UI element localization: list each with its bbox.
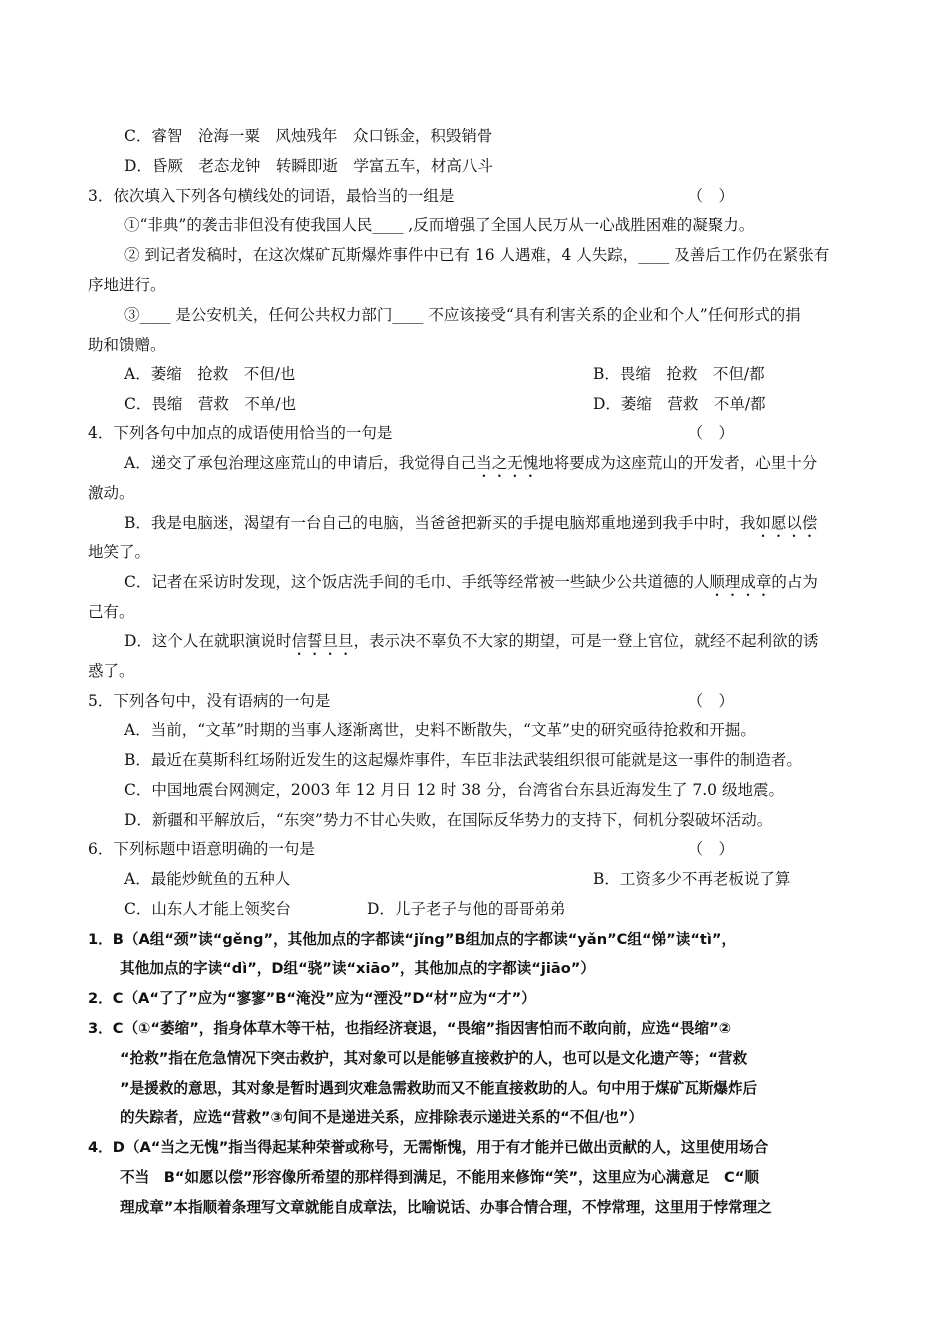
answer-1-cont: 其他加点的字读“dì”，D组“骁”读“xiāo”，其他加点的字都读“jiāo”） (120, 960, 595, 977)
q5-option-c: C．中国地震台网测定，2003 年 12 月日 12 时 38 分，台湾省台东县近海发生了 7.0 级地震。 (124, 781, 784, 799)
q4-option-a (124, 452, 864, 481)
answer-3-cont-3: 的失踪者，应选“营救”③句间不是递进关系，应排除表示递进关系的“不但/也”） (120, 1109, 644, 1126)
question-stem: 5．下列各句中，没有语病的一句是 (88, 692, 331, 710)
q5-option-d: D．新疆和平解放后，“东突”势力不甘心失败，在国际反华势力的支持下，伺机分裂破坏活动。 (124, 811, 773, 829)
q2-option-c: C．睿智 沧海一粟 风烛残年 众口铄金，积毁销骨 (124, 127, 493, 145)
q3-options-row-1 (124, 363, 864, 385)
question-3 (88, 185, 864, 207)
q4-option-d-cont: 惑了。 (88, 662, 135, 680)
answer-3: 3．C（①“萎缩”，指身体草木等干枯，也指经济衰退，“畏缩”指因害怕而不敢向前，应选“畏缩”② (88, 1020, 732, 1037)
text: C．记者在采访时发现，这个饭店洗手间的毛巾、手纸等经常被一些缺少公共道德的人 (124, 573, 710, 591)
text: A．递交了承包治理这座荒山的申请后，我觉得自己 (124, 454, 477, 472)
q4-option-d (124, 630, 864, 659)
dotted-idiom: 如愿以偿 (755, 514, 818, 532)
q5-option-b: B．最近在莫斯科红场附近发生的这起爆炸事件，车臣非法武装组织很可能就是这一事件的制造者。 (124, 751, 802, 769)
answer-4: 4．D（A“当之无愧”指当得起某种荣誉或称号，无需惭愧，用于有才能并已做出贡献的人，这里使用场合 (88, 1139, 769, 1156)
text: D．这个人在就职演说时 (124, 632, 292, 650)
question-6 (88, 838, 864, 860)
question-4 (88, 422, 864, 444)
option-b: B．畏缩 抢救 不但/都 (593, 365, 765, 383)
answer-1: 1．B（A组“颈”读“gěng”，其他加点的字都读“jǐng”B组加点的字都读“yǎn”C组“悌”读“tì”， (88, 931, 737, 948)
option-c: C．畏缩 营救 不单/也 (124, 395, 297, 413)
answer-paren: （ ） (687, 424, 734, 442)
text: B．我是电脑迷，渴望有一台自己的电脑，当爸爸把新买的手提电脑郑重地递到我手中时，我 (124, 514, 756, 532)
option-c: C．山东人才能上领奖台 (124, 900, 291, 918)
question-stem: 6．下列标题中语意明确的一句是 (88, 840, 315, 858)
answer-3-cont-1: “抢救”指在危急情况下突击救护，其对象可以是能够直接救护的人，也可以是文化遗产等；“营救 (120, 1050, 748, 1067)
answer-4-cont-2: 理成章”本指顺着条理写文章就能自成章法，比喻说话、办事合情合理，不悖常理，这里用于悖常理之 (120, 1199, 772, 1216)
answer-paren: （ ） (687, 692, 734, 710)
option-a: A．最能炒鱿鱼的五种人 (124, 870, 291, 888)
q3-sentence-3: ③____ 是公安机关，任何公共权力部门____ 不应该接受“具有利害关系的企业和个人”任何形式的捐 (124, 306, 801, 324)
q6-options-row-2 (124, 898, 864, 920)
q3-sentence-2: ② 到记者发稿时，在这次煤矿瓦斯爆炸事件中已有 16 人遇难，4 人失踪，____ 及善后工作仍在紧张有 (124, 246, 830, 264)
q4-option-a-cont: 激动。 (88, 484, 135, 502)
q2-option-d: D．昏厥 老态龙钟 转瞬即逝 学富五车，材高八斗 (124, 157, 493, 175)
q3-sentence-1: ①“非典”的袭击非但没有使我国人民____ ,反而增强了全国人民万从一心战胜困难的凝聚力。 (124, 216, 755, 234)
question-5 (88, 690, 864, 712)
q4-option-b (124, 512, 864, 541)
text: 的占为 (771, 573, 818, 591)
option-b: B．工资多少不再老板说了算 (593, 870, 791, 888)
q3-sentence-2-cont: 序地进行。 (88, 276, 166, 294)
answer-paren: （ ） (687, 187, 734, 205)
q3-sentence-3-cont: 助和馈赠。 (88, 336, 166, 354)
question-stem: 4．下列各句中加点的成语使用恰当的一句是 (88, 424, 393, 442)
text: ，表示决不辜负不大家的期望，可是一登上官位，就经不起利欲的诱 (353, 632, 819, 650)
q4-option-c (124, 571, 864, 600)
q4-option-c-cont: 己有。 (88, 603, 135, 621)
option-d: D．萎缩 营救 不单/都 (593, 395, 766, 413)
answer-2: 2．C（A“了了”应为“寥寥”B“淹没”应为“湮没”D“材”应为“才”） (88, 990, 536, 1007)
q4-option-b-cont: 地笑了。 (88, 543, 151, 561)
dotted-idiom: 顺理成章 (709, 573, 772, 591)
answer-3-cont-2: ”是援救的意思，其对象是暂时遇到灾难急需救助而又不能直接救助的人。句中用于煤矿瓦斯爆炸后 (120, 1080, 758, 1097)
q5-option-a: A．当前，“文革”时期的当事人逐渐离世，史料不断散失，“文革”史的研究亟待抢救和开掘。 (124, 721, 756, 739)
answer-4-cont-1: 不当 B“如愿以偿”形容像所希望的那样得到满足，不能用来修饰“笑”，这里应为心满意足 C“顺 (120, 1169, 759, 1186)
q3-options-row-2 (124, 393, 864, 415)
option-a: A．萎缩 抢救 不但/也 (124, 365, 296, 383)
dotted-idiom: 当之无愧 (476, 454, 539, 472)
text: 地将要成为这座荒山的开发者，心里十分 (538, 454, 818, 472)
answer-paren: （ ） (687, 840, 734, 858)
question-stem: 3．依次填入下列各句横线处的词语，最恰当的一组是 (88, 187, 455, 205)
option-d: D．儿子老子与他的哥哥弟弟 (367, 900, 566, 918)
dotted-idiom: 信誓旦旦 (291, 632, 354, 650)
q6-options-row-1 (124, 868, 864, 890)
